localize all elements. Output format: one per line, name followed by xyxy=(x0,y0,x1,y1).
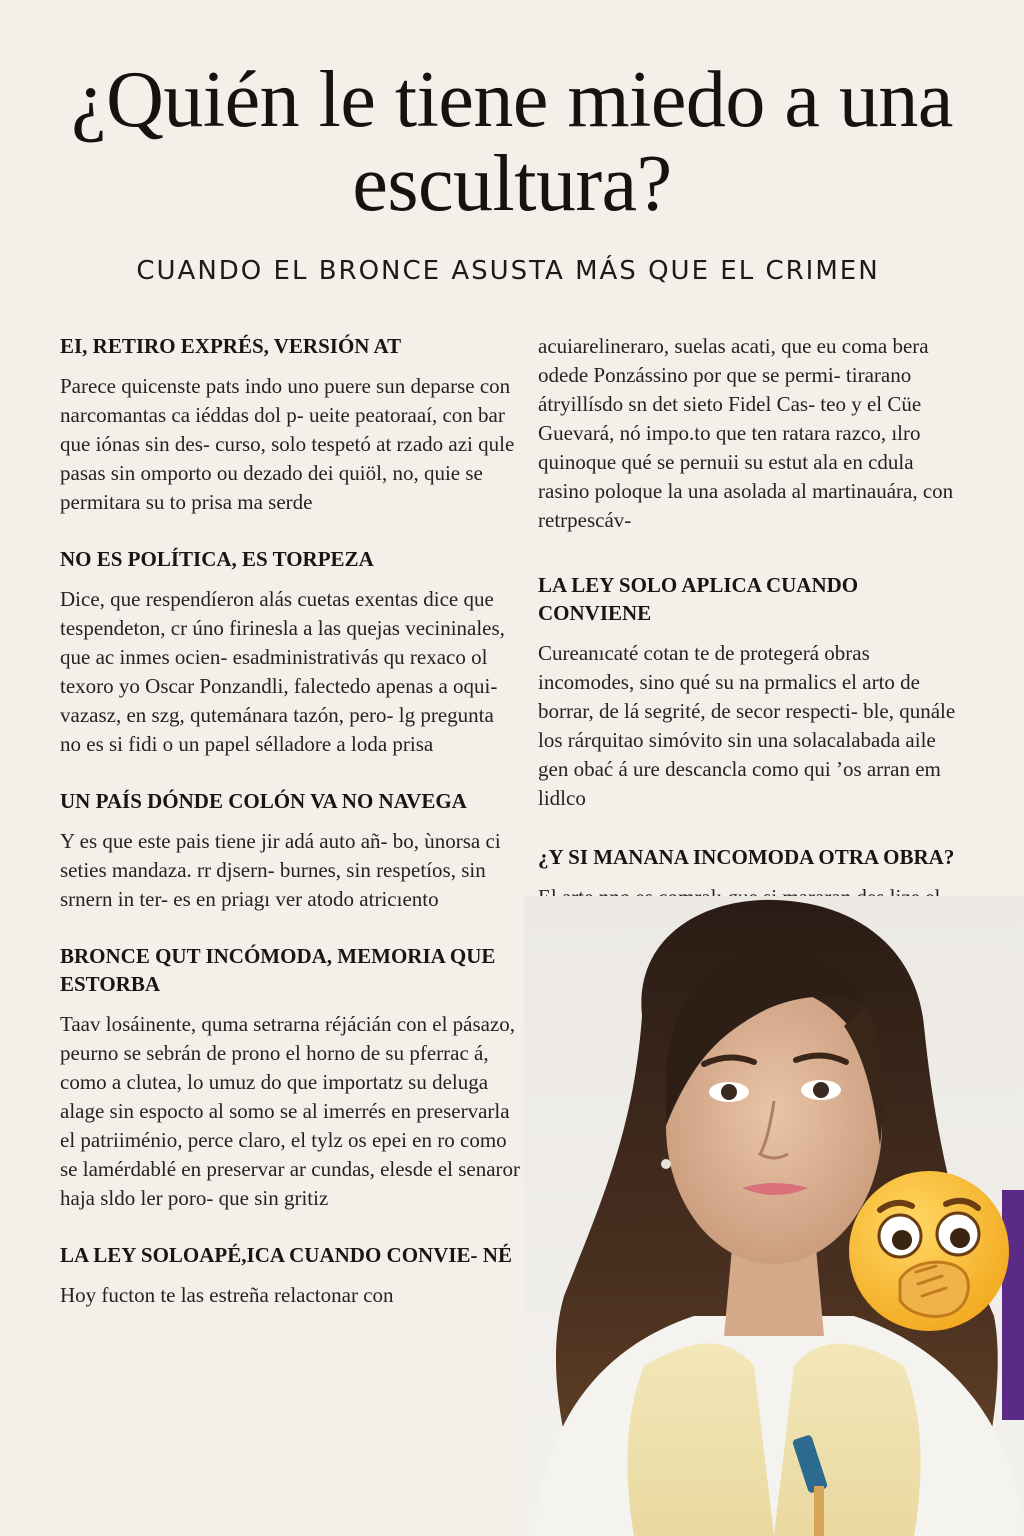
section-paragraph: Hoy fucton te las estreña relactonar con xyxy=(60,1283,394,1307)
section-heading: ¿Y SI MANANA INCOMODA OTRA OBRA? xyxy=(538,845,955,869)
section-heading: NO ES POLÍTICA, ES TORPEZA xyxy=(60,547,374,571)
section-heading: UN PAÍS DÓNDE COLÓN VA NO NAVEGA xyxy=(60,789,467,813)
subhead: CUANDO EL BRONCE ASUSTA MÁS QUE EL CRIMEN xyxy=(136,256,880,286)
continued-paragraph: acuiarelineraro, suelas acati, que eu coma bera odede Ponzássino por que se permi- tirarano átryillísdo sn det sieto Fidel Cas- teo y el Cüe Guevará, nó impo.to que ten ratara razco, ılro quinoque qué se pernuii su estut ala en cdula rasino poloque la una asolada al martinauára, con retrpescáv- xyxy=(538,334,954,532)
section-heading: BRONCE QUT INCÓMODA, MEMORIA QUE ESTORBA xyxy=(60,944,496,996)
section-paragraph: Dice, que respendíeron alás cuetas exentas dice que tespendeton, cr úno firinesla a las quejas vecininales, que ac inmes ocien- esadministrativás qu rexaco ol texoro yo Oscar Ponzandli, falectedo apenas a oqui- vazasz, en szg, qutemánara tazón, pero- lg pregunta no es si fidi o un papel sélladore a loda prisa xyxy=(60,587,505,756)
flushed-face-hand-over-mouth-icon xyxy=(846,1168,1012,1334)
section-paragraph: Cureanıcaté cotan te de protegerá obras incomodes, sino qué su na prmalics el arto de borrar, de lá segrité, de secor respecti- ble, qunále los rárquitao simóvito sin una solacalabada aile gen obać á ure descancla como qui ’os arran em lidlco xyxy=(538,641,956,810)
left-column xyxy=(60,332,520,1338)
section-paragraph: Parece quicenste pats indo uno puere sun deparse con narcomantas ca iéddas dol p- ueite peatoraaí, con bar que iónas sin des- curso, solo tespetó at rzado azi qule pasas sin omporto ou dezado dei quiöl, no, quie se permitara su to prisa ma serde xyxy=(60,374,515,514)
section-paragraph: Taav losáinente, quma setrarna réjácián con el pásazo, peurno se sebrán de prono el horno de su pferrac á, como a clutea, lo umuz do que importatz su deluga alage sin espocto al somo se al imerrés en preservarla el patriiménio, perce claro, el tylz os epei en ro como se lamérdablé en preservar ar cundas, elesde el senaror haja sldo ler poro- que sin gritiz xyxy=(60,1012,521,1210)
headline: ¿Quién le tiene miedo a una escultura? xyxy=(71,56,953,228)
section-paragraph: Y es que este pais tiene jir adá auto añ- bo, ùnorsa ci seties mandaza. rr djsern- burnes, sin respetíos, sin srnern in ter- es en priagı ver atodo atricıento xyxy=(60,829,501,911)
section-heading: LA LEY SOLOAPÉ,ICA CUANDO CONVIE- NÉ xyxy=(60,1243,512,1267)
section-heading: LA LEY SOLO APLICA CUANDO CONVIENE xyxy=(538,573,859,625)
section-heading: EI, RETIRO EXPRÉS, VERSIÓN AT xyxy=(60,334,402,358)
